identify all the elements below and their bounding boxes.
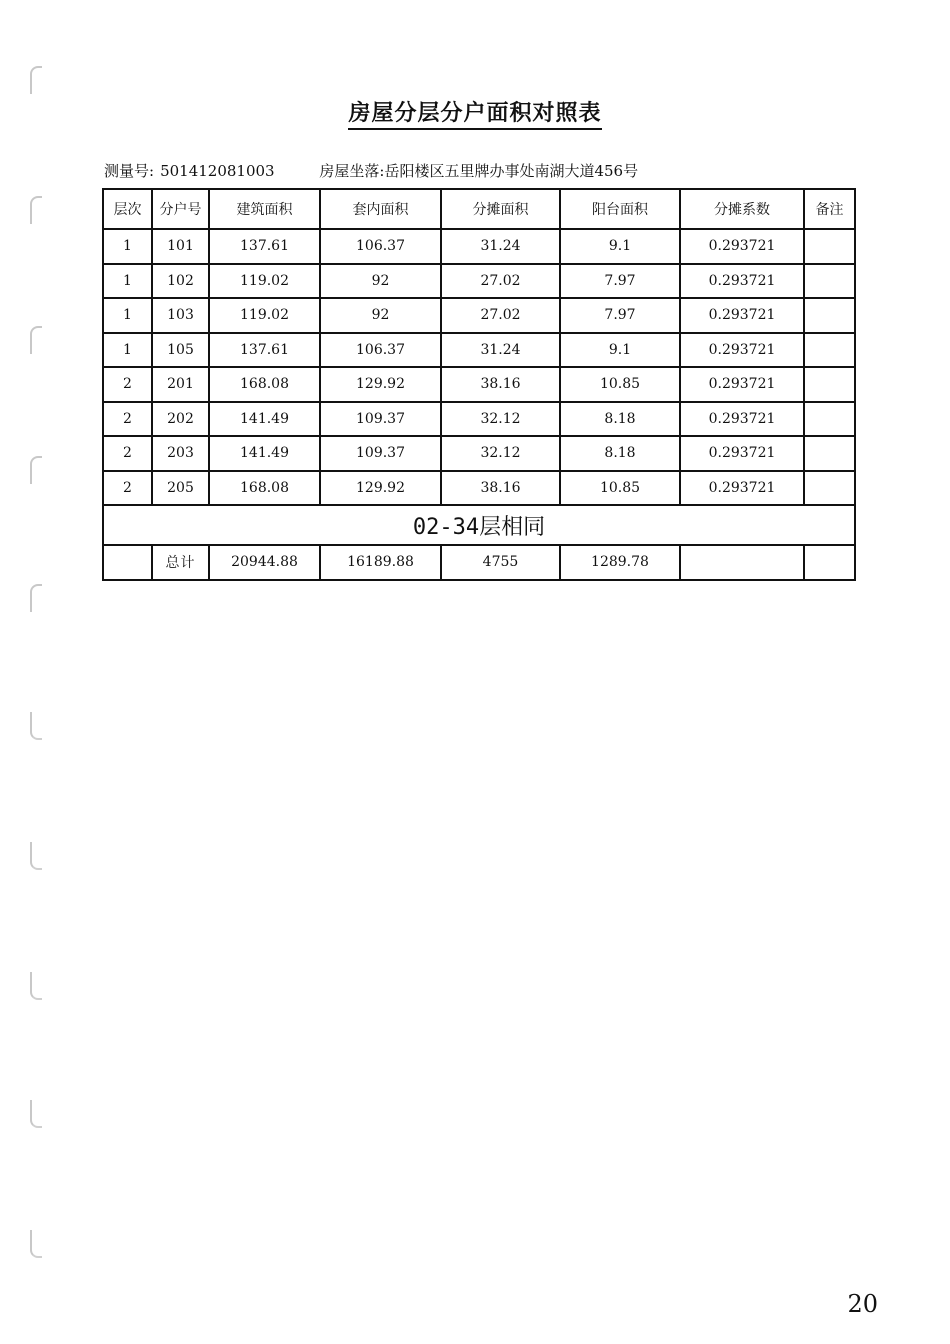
cell-inner-area: 129.92 bbox=[320, 367, 441, 402]
cell-balcony-area: 8.18 bbox=[560, 402, 680, 437]
header-unit: 分户号 bbox=[152, 189, 209, 229]
binding-mark bbox=[30, 196, 42, 224]
total-row bbox=[103, 545, 855, 580]
cell-unit: 203 bbox=[152, 436, 209, 471]
cell-share-coefficient: 0.293721 bbox=[680, 471, 804, 506]
address-label: 房屋坐落: bbox=[319, 162, 385, 180]
cell-remarks bbox=[804, 298, 855, 333]
same-floors-note: 02-34层相同 bbox=[103, 505, 855, 545]
cell-building-area: 119.02 bbox=[209, 264, 320, 299]
total-cell-floor bbox=[103, 545, 152, 580]
cell-share-coefficient: 0.293721 bbox=[680, 298, 804, 333]
cell-floor: 2 bbox=[103, 436, 152, 471]
header-floor: 层次 bbox=[103, 189, 152, 229]
cell-remarks bbox=[804, 436, 855, 471]
cell-inner-area: 129.92 bbox=[320, 471, 441, 506]
cell-building-area: 168.08 bbox=[209, 471, 320, 506]
total-share-coefficient bbox=[680, 545, 804, 580]
cell-balcony-area: 10.85 bbox=[560, 471, 680, 506]
cell-shared-area: 38.16 bbox=[441, 367, 560, 402]
total-inner-area: 16189.88 bbox=[320, 545, 441, 580]
binding-mark bbox=[30, 712, 42, 740]
cell-inner-area: 92 bbox=[320, 298, 441, 333]
cell-building-area: 141.49 bbox=[209, 436, 320, 471]
page-number: 20 bbox=[847, 1290, 878, 1318]
cell-remarks bbox=[804, 471, 855, 506]
cell-unit: 101 bbox=[152, 229, 209, 264]
address-value: 岳阳楼区五里牌办事处南湖大道456号 bbox=[384, 162, 639, 180]
cell-share-coefficient: 0.293721 bbox=[680, 264, 804, 299]
cell-shared-area: 27.02 bbox=[441, 264, 560, 299]
document-title bbox=[0, 96, 950, 127]
cell-unit: 102 bbox=[152, 264, 209, 299]
binding-mark bbox=[30, 1100, 42, 1128]
cell-building-area: 168.08 bbox=[209, 367, 320, 402]
total-balcony-area: 1289.78 bbox=[560, 545, 680, 580]
cell-floor: 1 bbox=[103, 229, 152, 264]
binding-mark bbox=[30, 66, 42, 94]
cell-floor: 1 bbox=[103, 333, 152, 368]
binding-mark bbox=[30, 456, 42, 484]
binding-mark bbox=[30, 972, 42, 1000]
table-header-row bbox=[103, 189, 855, 229]
cell-balcony-area: 7.97 bbox=[560, 298, 680, 333]
cell-shared-area: 31.24 bbox=[441, 229, 560, 264]
cell-share-coefficient: 0.293721 bbox=[680, 367, 804, 402]
cell-building-area: 119.02 bbox=[209, 298, 320, 333]
cell-shared-area: 27.02 bbox=[441, 298, 560, 333]
cell-shared-area: 31.24 bbox=[441, 333, 560, 368]
table-row bbox=[103, 333, 855, 368]
header-balcony-area: 阳台面积 bbox=[560, 189, 680, 229]
document-title-text: 房屋分层分户面积对照表 bbox=[348, 101, 601, 130]
cell-unit: 202 bbox=[152, 402, 209, 437]
cell-inner-area: 109.37 bbox=[320, 436, 441, 471]
cell-balcony-area: 7.97 bbox=[560, 264, 680, 299]
cell-balcony-area: 8.18 bbox=[560, 436, 680, 471]
survey-info-line bbox=[104, 160, 638, 181]
binding-mark bbox=[30, 326, 42, 354]
cell-unit: 105 bbox=[152, 333, 209, 368]
cell-share-coefficient: 0.293721 bbox=[680, 333, 804, 368]
cell-building-area: 137.61 bbox=[209, 333, 320, 368]
cell-shared-area: 32.12 bbox=[441, 402, 560, 437]
binding-mark bbox=[30, 1230, 42, 1258]
header-shared-area: 分摊面积 bbox=[441, 189, 560, 229]
cell-remarks bbox=[804, 367, 855, 402]
cell-inner-area: 109.37 bbox=[320, 402, 441, 437]
note-row bbox=[103, 505, 855, 545]
table-row bbox=[103, 229, 855, 264]
table-row bbox=[103, 298, 855, 333]
binding-mark bbox=[30, 584, 42, 612]
cell-shared-area: 32.12 bbox=[441, 436, 560, 471]
floor-area-table bbox=[102, 188, 856, 581]
table-row bbox=[103, 367, 855, 402]
cell-building-area: 141.49 bbox=[209, 402, 320, 437]
cell-share-coefficient: 0.293721 bbox=[680, 229, 804, 264]
cell-inner-area: 92 bbox=[320, 264, 441, 299]
cell-balcony-area: 9.1 bbox=[560, 229, 680, 264]
table-row bbox=[103, 264, 855, 299]
survey-number-label: 测量号: bbox=[104, 162, 155, 180]
cell-inner-area: 106.37 bbox=[320, 333, 441, 368]
cell-unit: 103 bbox=[152, 298, 209, 333]
total-label: 总计 bbox=[152, 545, 209, 580]
cell-balcony-area: 10.85 bbox=[560, 367, 680, 402]
cell-remarks bbox=[804, 402, 855, 437]
total-remarks bbox=[804, 545, 855, 580]
cell-building-area: 137.61 bbox=[209, 229, 320, 264]
cell-shared-area: 38.16 bbox=[441, 471, 560, 506]
cell-inner-area: 106.37 bbox=[320, 229, 441, 264]
cell-share-coefficient: 0.293721 bbox=[680, 436, 804, 471]
cell-floor: 2 bbox=[103, 367, 152, 402]
cell-remarks bbox=[804, 229, 855, 264]
table-row bbox=[103, 471, 855, 506]
total-building-area: 20944.88 bbox=[209, 545, 320, 580]
table-row bbox=[103, 402, 855, 437]
total-shared-area: 4755 bbox=[441, 545, 560, 580]
cell-floor: 1 bbox=[103, 264, 152, 299]
header-inner-area: 套内面积 bbox=[320, 189, 441, 229]
cell-unit: 205 bbox=[152, 471, 209, 506]
cell-floor: 1 bbox=[103, 298, 152, 333]
binding-mark bbox=[30, 842, 42, 870]
cell-floor: 2 bbox=[103, 471, 152, 506]
header-share-coefficient: 分摊系数 bbox=[680, 189, 804, 229]
cell-remarks bbox=[804, 333, 855, 368]
cell-unit: 201 bbox=[152, 367, 209, 402]
cell-remarks bbox=[804, 264, 855, 299]
survey-number-value: 501412081003 bbox=[160, 162, 275, 180]
cell-floor: 2 bbox=[103, 402, 152, 437]
cell-share-coefficient: 0.293721 bbox=[680, 402, 804, 437]
header-building-area: 建筑面积 bbox=[209, 189, 320, 229]
table-row bbox=[103, 436, 855, 471]
cell-balcony-area: 9.1 bbox=[560, 333, 680, 368]
header-remarks: 备注 bbox=[804, 189, 855, 229]
